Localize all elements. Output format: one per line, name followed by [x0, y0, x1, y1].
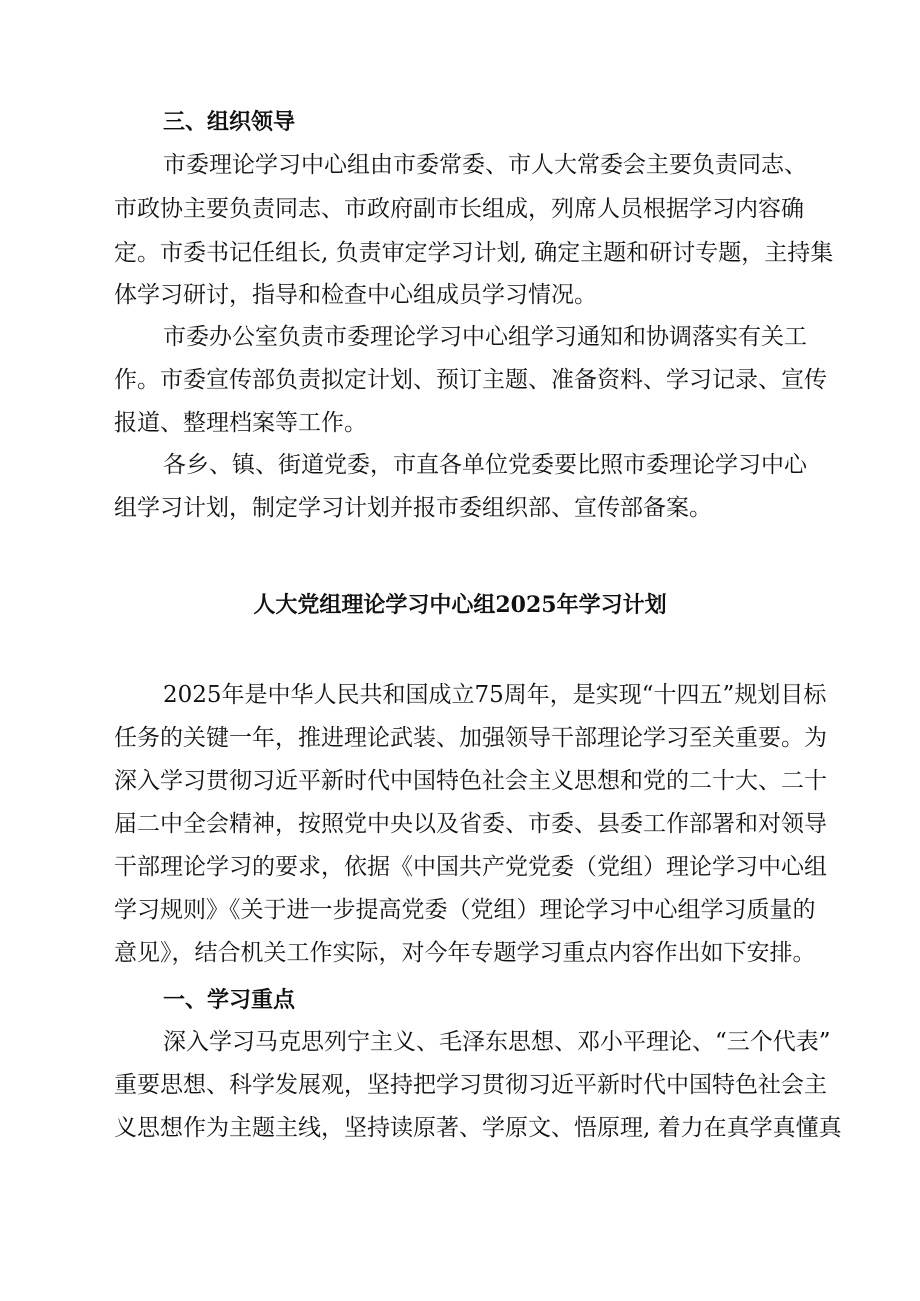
- paragraph-line: 2025年是中华人民共和国成立75周年，是实现“十四五”规划目标: [163, 682, 827, 708]
- paragraph-line: 各乡、镇、街道党委，市直各单位党委要比照市委理论学习中心: [163, 452, 807, 478]
- paragraph-line: 学习规则》《关于进一步提高党委（党组）理论学习中心组学习质量的: [114, 897, 816, 923]
- paragraph-line: 意见》，结合机关工作实际，对今年专题学习重点内容作出如下安排。: [114, 940, 816, 966]
- paragraph-line: 市委办公室负责市委理论学习中心组学习通知和协调落实有关工: [163, 324, 807, 350]
- plan-title: 人大党组理论学习中心组2025年学习计划: [253, 592, 667, 618]
- paragraph-line: 重要思想、科学发展观，坚持把学习贯彻习近平新时代中国特色社会主: [114, 1072, 827, 1098]
- paragraph-line: 义思想作为主题主线，坚持读原著、学原文、悟原理, 着力在真学真懂真: [114, 1115, 842, 1141]
- paragraph-line: 定。市委书记任组长, 负责审定学习计划, 确定主题和研讨专题，主持集: [114, 240, 834, 266]
- paragraph-line: 市委理论学习中心组由市委常委、市人大常委会主要负责同志、: [163, 152, 807, 178]
- paragraph-line: 深入学习马克思列宁主义、毛泽东思想、邓小平理论、“三个代表”: [163, 1029, 831, 1055]
- paragraph-line: 报道、整理档案等工作。: [114, 410, 367, 436]
- paragraph-line: 作。市委宣传部负责拟定计划、预订主题、准备资料、学习记录、宣传: [114, 367, 827, 393]
- paragraph-line: 体学习研讨，指导和检查中心组成员学习情况。: [114, 282, 597, 308]
- paragraph-line: 干部理论学习的要求，依据《中国共产党党委（党组）理论学习中心组: [114, 854, 827, 880]
- section-heading-study-focus: 一、学习重点: [163, 987, 296, 1013]
- paragraph-line: 届二中全会精神，按照党中央以及省委、市委、县委工作部署和对领导: [114, 811, 827, 837]
- paragraph-line: 组学习计划，制定学习计划并报市委组织部、宣传部备案。: [114, 495, 712, 521]
- paragraph-line: 市政协主要负责同志、市政府副市长组成，列席人员根据学习内容确: [114, 196, 804, 222]
- paragraph-line: 任务的关键一年，推进理论武装、加强领导干部理论学习至关重要。为: [114, 725, 827, 751]
- paragraph-line: 深入学习贯彻习近平新时代中国特色社会主义思想和党的二十大、二十: [114, 768, 827, 794]
- section-heading-organization: 三、组织领导: [163, 109, 296, 135]
